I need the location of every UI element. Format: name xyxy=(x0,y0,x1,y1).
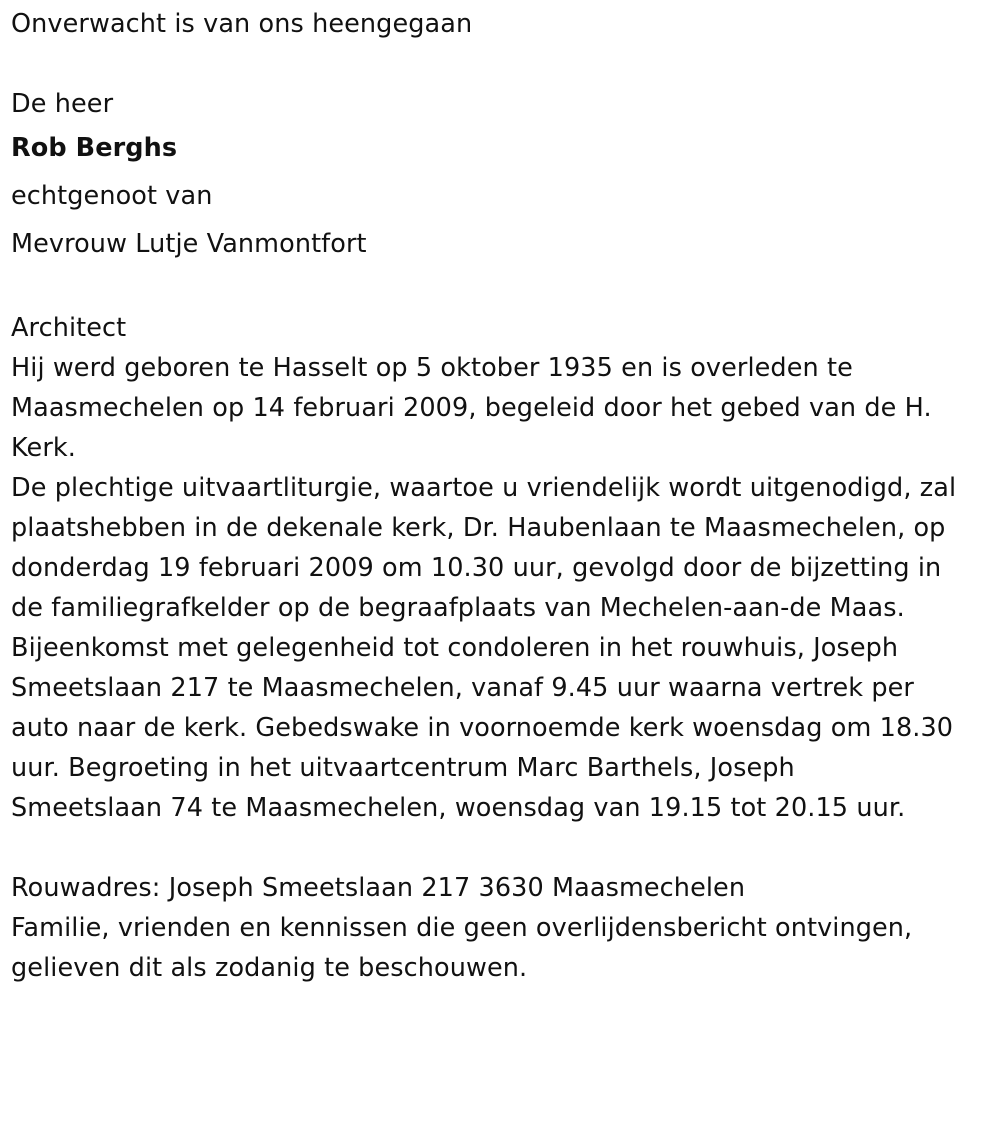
paragraph-line: Maasmechelen op 14 februari 2009, begeleid door het gebed van de H. xyxy=(11,393,932,423)
paragraph-line: Hij werd geboren te Hasselt op 5 oktober 1935 en is overleden te xyxy=(11,353,853,383)
obituary-notice xyxy=(11,4,995,988)
mourning-address: Rouwadres: Joseph Smeetslaan 217 3630 Maasmechelen xyxy=(11,873,746,903)
paragraph-line: de familiegrafkelder op de begraafplaats van Mechelen-aan-de Maas. xyxy=(11,593,905,623)
paragraph-line: Smeetslaan 217 te Maasmechelen, vanaf 9.45 uur waarna vertrek per xyxy=(11,673,914,703)
spouse-name: Mevrouw Lutje Vanmontfort xyxy=(11,229,367,259)
funeral-paragraph xyxy=(11,468,995,828)
paragraph-line: Familie, vrienden en kennissen die geen overlijdensbericht ontvingen, xyxy=(11,913,913,943)
paragraph-line: Smeetslaan 74 te Maasmechelen, woensdag van 19.15 tot 20.15 uur. xyxy=(11,793,906,823)
paragraph-line: De plechtige uitvaartliturgie, waartoe u vriendelijk wordt uitgenodigd, zal xyxy=(11,473,957,503)
intro-text: Onverwacht is van ons heengegaan xyxy=(11,9,473,39)
paragraph-line: uur. Begroeting in het uitvaartcentrum Marc Barthels, Joseph xyxy=(11,753,795,783)
profession: Architect xyxy=(11,313,127,343)
paragraph-line: donderdag 19 februari 2009 om 10.30 uur, gevolgd door de bijzetting in xyxy=(11,553,942,583)
paragraph-line: auto naar de kerk. Gebedswake in voornoemde kerk woensdag om 18.30 xyxy=(11,713,954,743)
paragraph-line: Kerk. xyxy=(11,433,76,463)
closing-paragraph xyxy=(11,908,995,988)
relation-text: echtgenoot van xyxy=(11,181,213,211)
salutation: De heer xyxy=(11,89,114,119)
birth-death-paragraph xyxy=(11,348,995,468)
deceased-name: Rob Berghs xyxy=(11,133,178,163)
paragraph-line: Bijeenkomst met gelegenheid tot condoleren in het rouwhuis, Joseph xyxy=(11,633,899,663)
paragraph-line: gelieven dit als zodanig te beschouwen. xyxy=(11,953,528,983)
paragraph-line: plaatshebben in de dekenale kerk, Dr. Haubenlaan te Maasmechelen, op xyxy=(11,513,946,543)
